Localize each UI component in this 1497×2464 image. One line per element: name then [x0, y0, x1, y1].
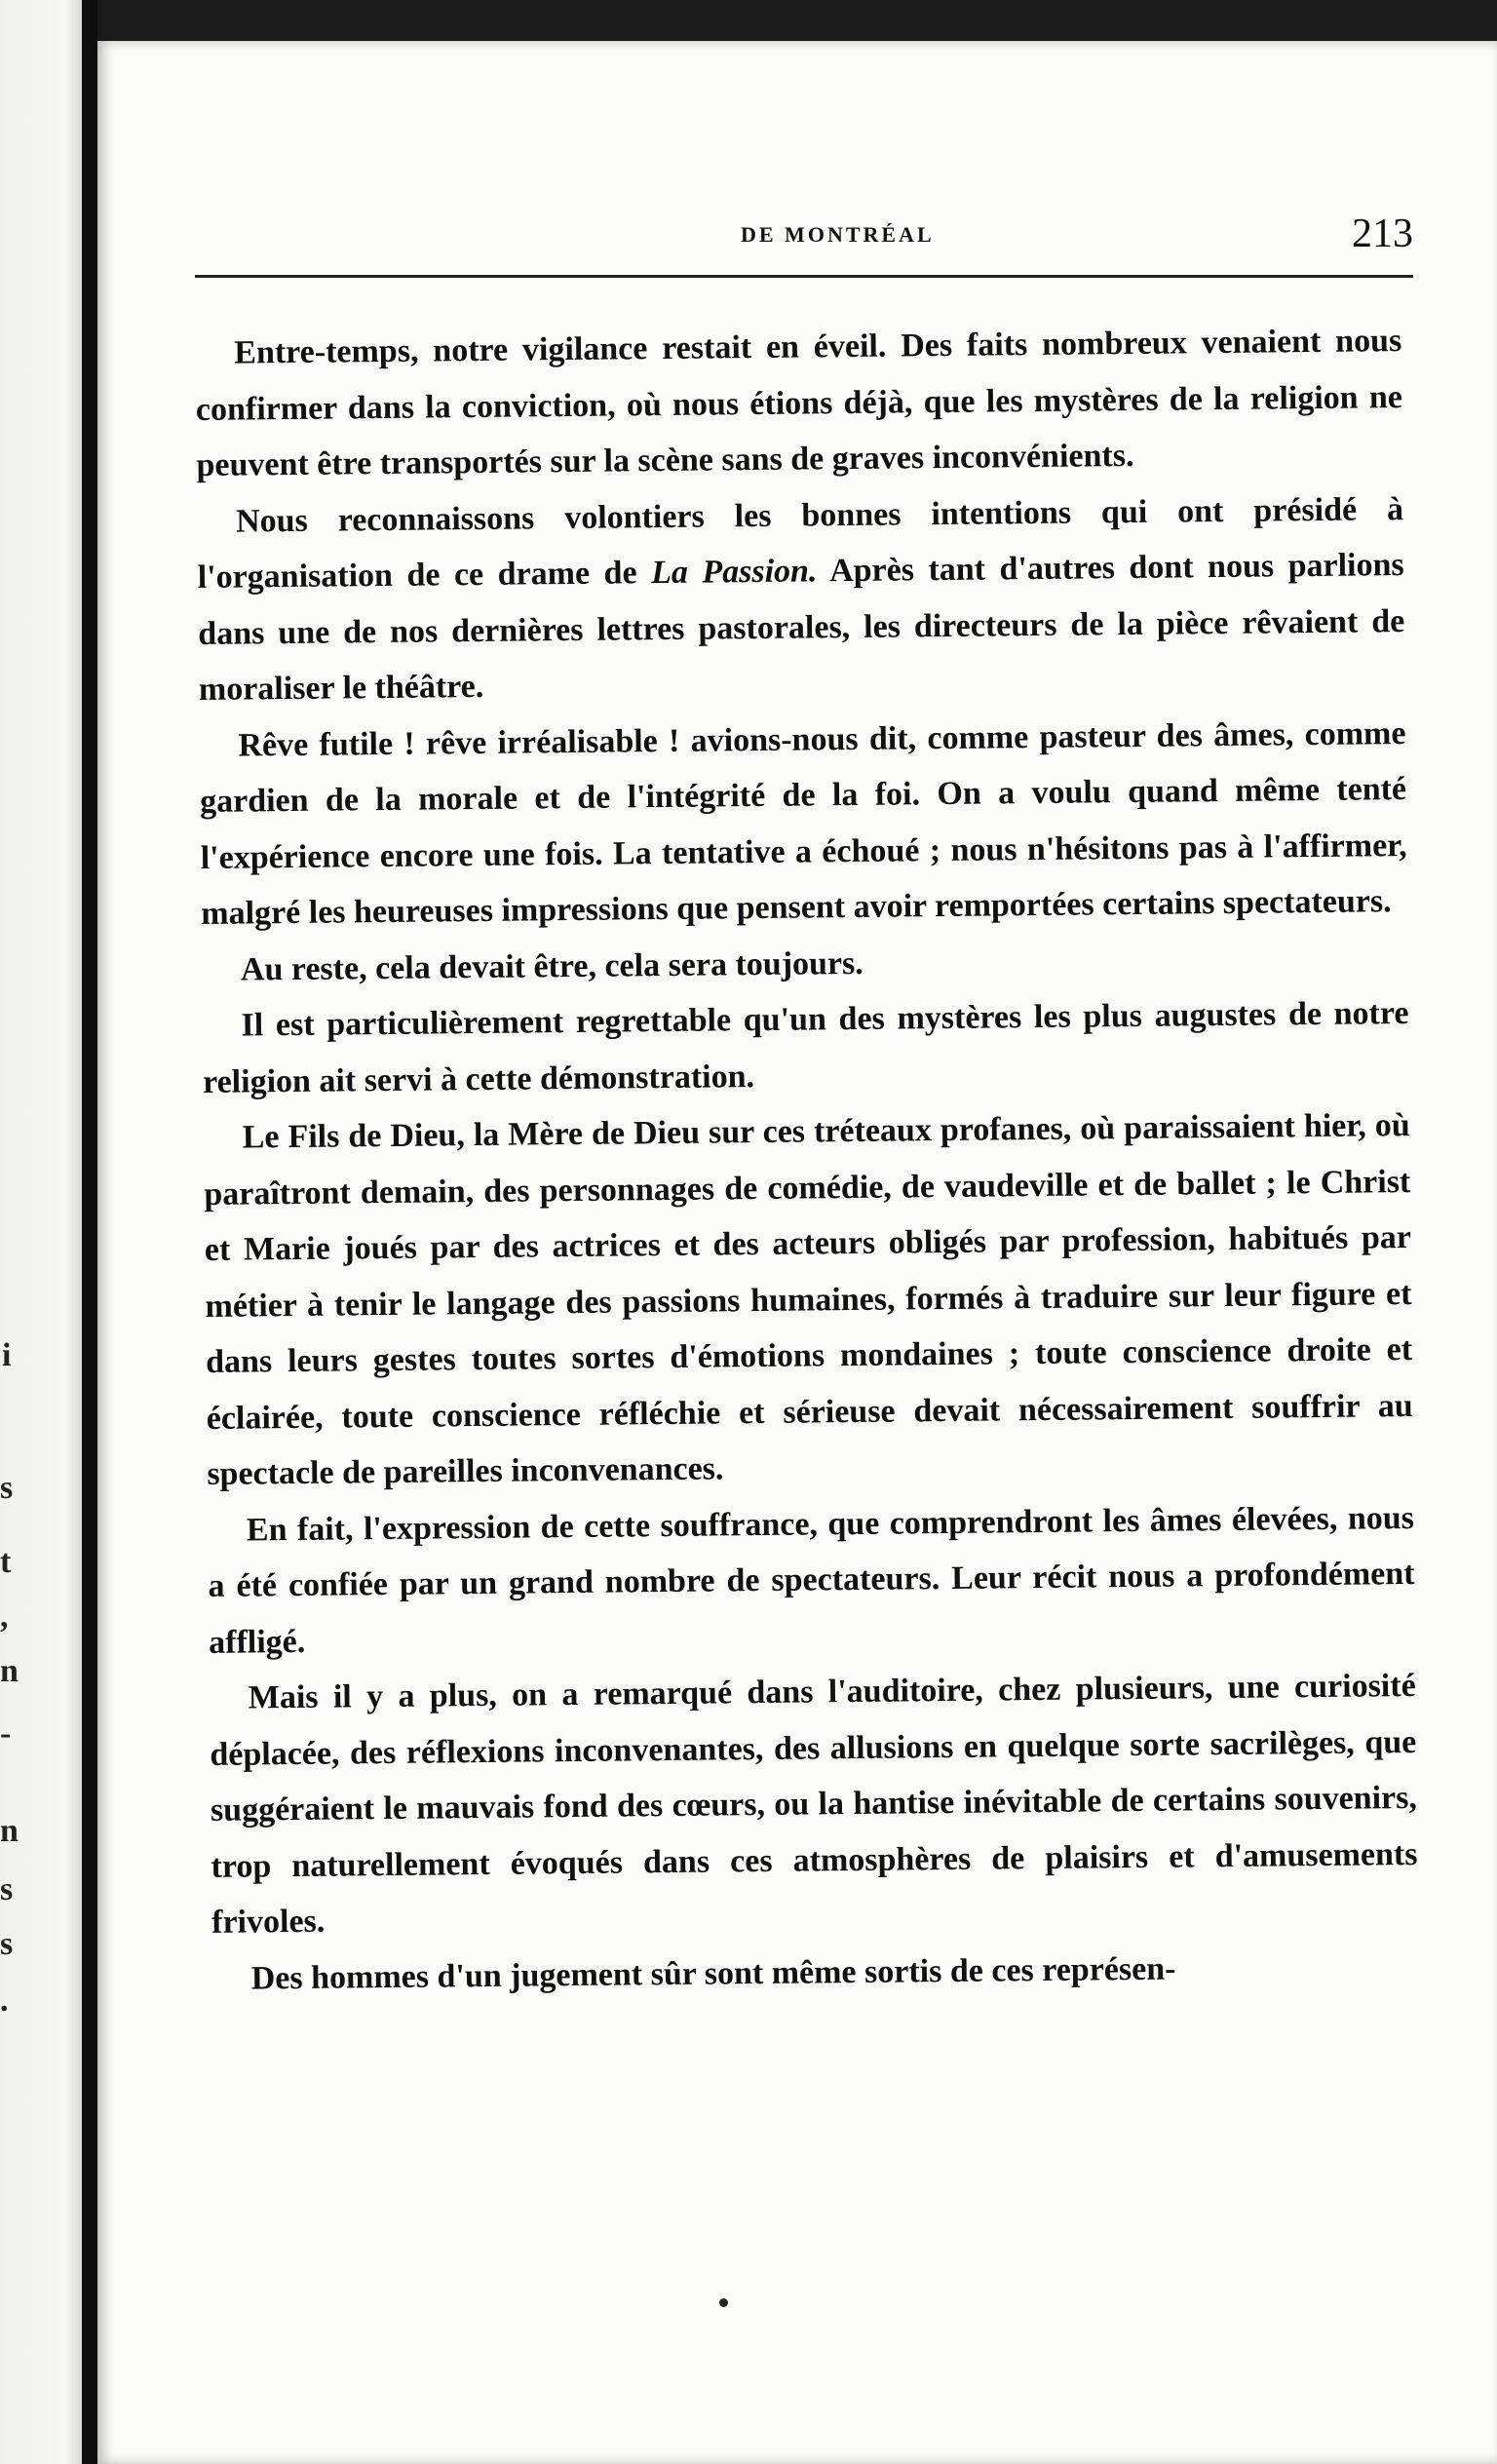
margin-fragment: - — [0, 1715, 12, 1752]
footer-mark — [719, 2298, 728, 2307]
body-text — [195, 313, 1419, 2007]
margin-fragment: . — [0, 1983, 9, 2019]
header-rule — [195, 275, 1413, 278]
book-gutter — [82, 0, 97, 2464]
running-head — [195, 177, 1413, 256]
paragraph: Rêve futile ! rêve irréalisable ! avions-nous dit, comme pasteur des âmes, comme gardien de la morale et de l'intégrité de la foi. On a voulu quand même tenté l'expérience encore une fois. La tentative a échoué ; nous n'hésitons pas à l'affirmer, malgré les heureuses impressions que pensent avoir remportées certains spectateurs. — [199, 714, 1407, 932]
margin-fragment: s — [0, 1470, 14, 1506]
margin-fragment: n — [0, 1653, 19, 1689]
margin-fragment: s — [0, 1926, 14, 1962]
play-title: La Passion. — [650, 553, 818, 592]
paragraph: Des hommes d'un jugement sûr sont même sortis de ces représen- — [250, 1950, 1176, 1996]
paragraph: Au reste, cela devait être, cela sera toujours. — [240, 944, 864, 988]
paragraph: Nous reconnaissons volontiers les bonnes intentions qui ont présidé à l'organisation de ce drame de La Passion. Après tant d'autres dont nous parlions dans une de nos dernières lettres pastorales, les directeurs de la pièce rêvaient de moraliser le théâtre. — [197, 490, 1405, 708]
page-number: 213 — [1352, 212, 1413, 256]
margin-fragment: s — [0, 1871, 14, 1907]
paragraph: Entre-temps, notre vigilance restait en éveil. Des faits nombreux venaient nous confirmer dans la conviction, où nous étions déjà, que les mystères de la religion ne peuvent être transportés sur la scène sans de graves inconvénients. — [195, 323, 1403, 483]
margin-fragment: n — [0, 1813, 19, 1849]
running-title: DE MONTRÉAL — [741, 222, 935, 247]
margin-fragment: i — [2, 1337, 12, 1373]
book-page — [97, 41, 1497, 2464]
facing-page-edge — [0, 0, 82, 2464]
margin-fragment: , — [0, 1598, 9, 1635]
margin-fragment: t — [0, 1544, 12, 1580]
paragraph: Mais il y a plus, on a remarqué dans l'auditoire, chez plusieurs, une curiosité déplacée, des réflexions inconvenantes, des allusions en quelque sorte sacrilèges, que suggéraient le mauvais fond des cœurs, ou la hantise inévitable de certains souvenirs, trop naturellement évoqués dans ces atmosphères de plaisirs et d'amusements frivoles. — [210, 1667, 1418, 1941]
paragraph: Le Fils de Dieu, la Mère de Dieu sur ces tréteaux profanes, où paraissaient hier, où paraîtront demain, des personnages de comédie, de vaudeville et de ballet ; le Christ et Marie joués par des actrices et des acteurs obligés par profession, habitués par métier à tenir le langage des passions humaines, formés à traduire sur leur figure et dans leurs gestes toutes sortes d'émotions mondaines ; toute conscience droite et éclairée, toute conscience réfléchie et sérieuse devait nécessairement souffrir au spectacle de pareilles inconvenances. — [204, 1106, 1413, 1492]
paragraph: En fait, l'expression de cette souffrance, que comprendront les âmes élevées, nous a été confiée par un grand nombre de spectateurs. Leur récit nous a profondément affligé. — [208, 1499, 1415, 1661]
paragraph: Il est particulièrement regrettable qu'un des mystères les plus augustes de notre religion ait servi à cette démonstration. — [202, 994, 1409, 1100]
